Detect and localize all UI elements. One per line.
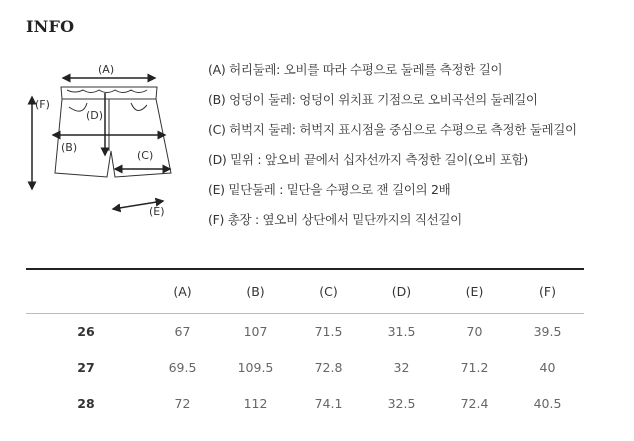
label-e: (E)	[149, 205, 165, 218]
legend-item-b: (B) 엉덩이 둘레: 엉덩이 위치표 기점으로 오비곡선의 둘레길이	[208, 92, 538, 107]
table-cell: 70	[466, 323, 483, 339]
header-d: (D)	[365, 269, 438, 313]
table-header-row	[26, 269, 584, 313]
table-cell: 31.5	[387, 323, 416, 339]
header-c: (C)	[292, 269, 365, 313]
table-cell: 32.5	[387, 395, 416, 411]
header-b: (B)	[219, 269, 292, 313]
table-cell: 71.2	[460, 359, 489, 375]
legend-item-e: (E) 밑단둘레 : 밑단을 수평으로 잰 길이의 2배	[208, 182, 451, 197]
table-row	[26, 349, 584, 385]
legend-item-d: (D) 밑위 : 앞오비 끝에서 십자선까지 측정한 길이(오비 포함)	[208, 152, 528, 167]
header-a: (A)	[146, 269, 219, 313]
table-cell: 40.5	[533, 395, 562, 411]
table-cell: 32	[393, 359, 410, 375]
measurement-legend	[208, 62, 628, 242]
page-title: INFO	[26, 17, 75, 36]
table-cell: 67	[174, 323, 191, 339]
legend-item-c: (C) 허벅지 둘레: 허벅지 표시점을 중심으로 수평으로 측정한 둘레길이	[208, 122, 577, 137]
table-row	[26, 385, 584, 421]
table-cell: 107	[243, 323, 268, 339]
table-cell: 39.5	[533, 323, 562, 339]
label-c: (C)	[137, 149, 154, 162]
legend-item-f: (F) 총장 : 옆오비 상단에서 밑단까지의 직선길이	[208, 212, 462, 227]
table-cell: 72.4	[460, 395, 489, 411]
shorts-measurement-diagram	[25, 55, 205, 225]
shorts-diagram-svg	[25, 55, 205, 225]
table-cell: 112	[243, 395, 268, 411]
table-row	[26, 313, 584, 349]
table-cell: 71.5	[314, 323, 343, 339]
table-cell: 40	[539, 359, 556, 375]
label-b: (B)	[61, 141, 78, 154]
size-cell: 28	[77, 395, 95, 411]
label-f: (F)	[35, 98, 50, 111]
table-cell: 109.5	[237, 359, 274, 375]
table-cell: 69.5	[168, 359, 197, 375]
size-cell: 26	[77, 323, 95, 339]
size-table	[26, 268, 584, 421]
header-size	[26, 269, 146, 313]
shorts-outline	[55, 87, 171, 177]
table-cell: 74.1	[314, 395, 343, 411]
size-cell: 27	[77, 359, 95, 375]
header-f: (F)	[511, 269, 584, 313]
legend-item-a: (A) 허리둘레: 오비를 따라 수평으로 둘레를 측정한 길이	[208, 62, 503, 77]
header-e: (E)	[438, 269, 511, 313]
label-a: (A)	[98, 63, 115, 76]
table-cell: 72	[174, 395, 191, 411]
label-d: (D)	[86, 109, 104, 122]
table-cell: 72.8	[314, 359, 343, 375]
